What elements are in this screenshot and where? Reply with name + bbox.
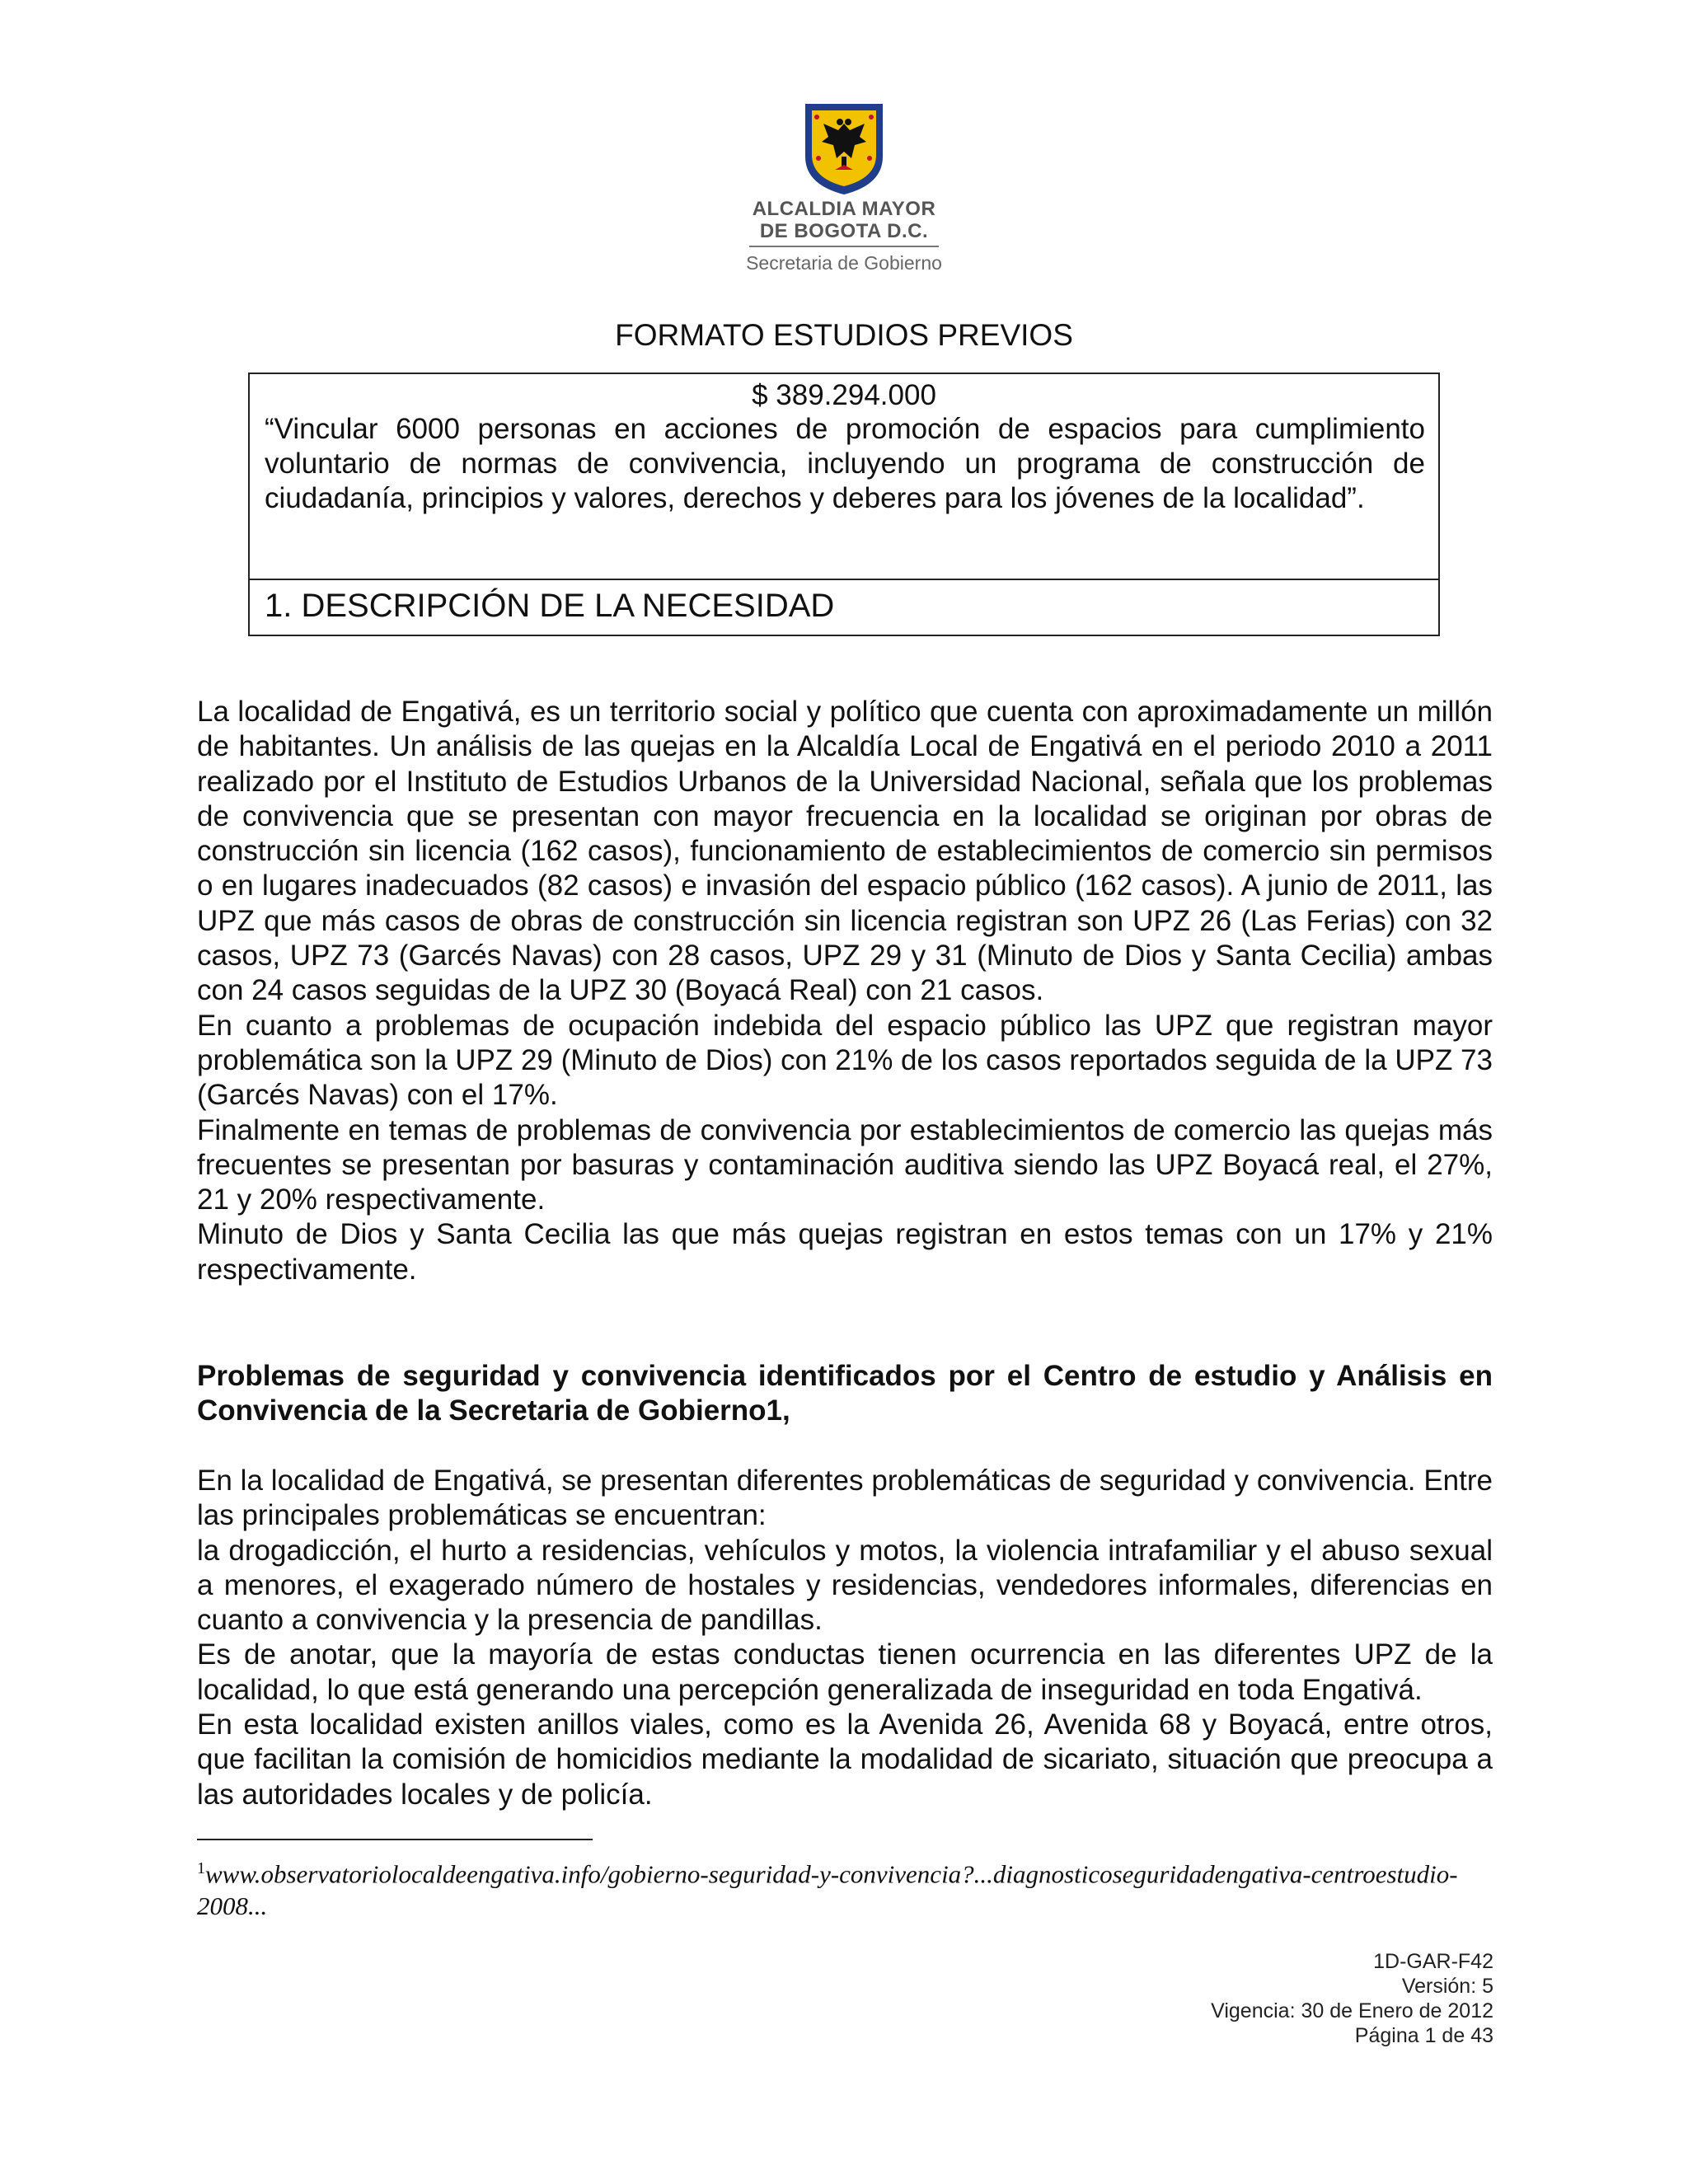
paragraph: la drogadicción, el hurto a residencias, vehículos y motos, la violencia intrafamiliar y el abuso sexual a menores, el exagerado número de hostales y residencias, vendedores informales, diferencias en cuanto a convivencia y la presencia de pandillas. [197,1534,1493,1637]
page-number: Página 1 de 43 [1354,2024,1493,2047]
budget-amount: $ 389.294.000 [752,379,936,411]
footnote-divider [197,1839,593,1840]
org-department: Secretaria de Gobierno [746,252,942,274]
footnote-marker: 1 [197,1859,205,1877]
section-header-row [250,579,1438,636]
org-name-line2: DE BOGOTA D.C. [759,220,929,242]
form-info-block [1211,1949,1493,2048]
paragraph: Es de anotar, que la mayoría de estas conductas tienen ocurrencia en las diferentes UPZ de la localidad, lo que está generando una percepción generalizada de inseguridad en toda Engativá. [197,1638,1493,1706]
org-divider [749,246,939,247]
footnote [197,1853,1493,1922]
form-validity: Vigencia: 30 de Enero de 2012 [1211,1999,1493,2022]
paragraph: Finalmente en temas de problemas de convivencia por establecimientos de comercio las quejas más frecuentes se presentan por basuras y contaminación auditiva siendo las UPZ Boyacá real, el 27%, 21 y 20% respectivamente. [197,1113,1493,1216]
header-logo-block [0,99,1688,274]
paragraph: En la localidad de Engativá, se presentan diferentes problemáticas de seguridad y convivencia. Entre las principales problemáticas se encuentran: [197,1465,1493,1532]
form-version: Versión: 5 [1401,1975,1493,1998]
security-paragraphs [197,1464,1493,1812]
document-title: FORMATO ESTUDIOS PREVIOS [615,318,1073,352]
form-code: 1D-GAR-F42 [1373,1950,1493,1973]
objective-text: “Vincular 6000 personas en acciones de promoción de espacios para cumplimiento voluntario de normas de convivencia, incluyendo un programa de construcción de ciudadanía, principios y valores, derechos y deberes para los jóvenes de la localidad”. [265,413,1425,514]
org-name-line1: ALCALDIA MAYOR [752,198,936,220]
bogota-coat-of-arms-icon [799,99,889,198]
paragraph: En cuanto a problemas de ocupación indebida del espacio público las UPZ que registran mayor problemática son la UPZ 29 (Minuto de Dios) con 21% de los casos reportados seguida de la UPZ 73 (Garcés Navas) con el 17%. [197,1009,1493,1112]
intro-paragraphs [197,695,1493,1287]
footnote-url: www.observatoriolocaldeengativa.info/gobierno-seguridad-y-convivencia?...diagnosticoseguridadengativa-centroestudio-2008... [197,1859,1458,1921]
summary-box [248,373,1440,636]
subsection-heading: Problemas de seguridad y convivencia identificados por el Centro de estudio y Análisis en Convivencia de la Secretaria de Gobierno1, [197,1360,1493,1427]
paragraph: La localidad de Engativá, es un territorio social y político que cuenta con aproximadamente un millón de habitantes. Un análisis de las quejas en la Alcaldía Local de Engativá en el periodo 2010 a 2011 realizado por el Instituto de Estudios Urbanos de la Universidad Nacional, señala que los problemas de convivencia que se presentan con mayor frecuencia en la localidad se originan por obras de construcción sin licencia (162 casos), funcionamiento de establecimientos de comercio sin permisos o en lugares inadecuados (82 casos) e invasión del espacio público (162 casos). A junio de 2011, las UPZ que más casos de obras de construcción sin licencia registran son UPZ 26 (Las Ferias) con 32 casos, UPZ 73 (Garcés Navas) con 28 casos, UPZ 29 y 31 (Minuto de Dios y Santa Cecilia) ambas con 24 casos seguidas de la UPZ 30 (Boyacá Real) con 21 casos. [197,696,1493,1007]
section-title: 1. DESCRIPCIÓN DE LA NECESIDAD [265,588,835,624]
paragraph: Minuto de Dios y Santa Cecilia las que más quejas registran en estos temas con un 17% y 21% respectivamente. [197,1218,1493,1286]
paragraph: En esta localidad existen anillos viales, como es la Avenida 26, Avenida 68 y Boyacá, entre otros, que facilitan la comisión de homicidios mediante la modalidad de sicariato, situación que preocupa a las autoridades locales y de policía. [197,1708,1493,1811]
